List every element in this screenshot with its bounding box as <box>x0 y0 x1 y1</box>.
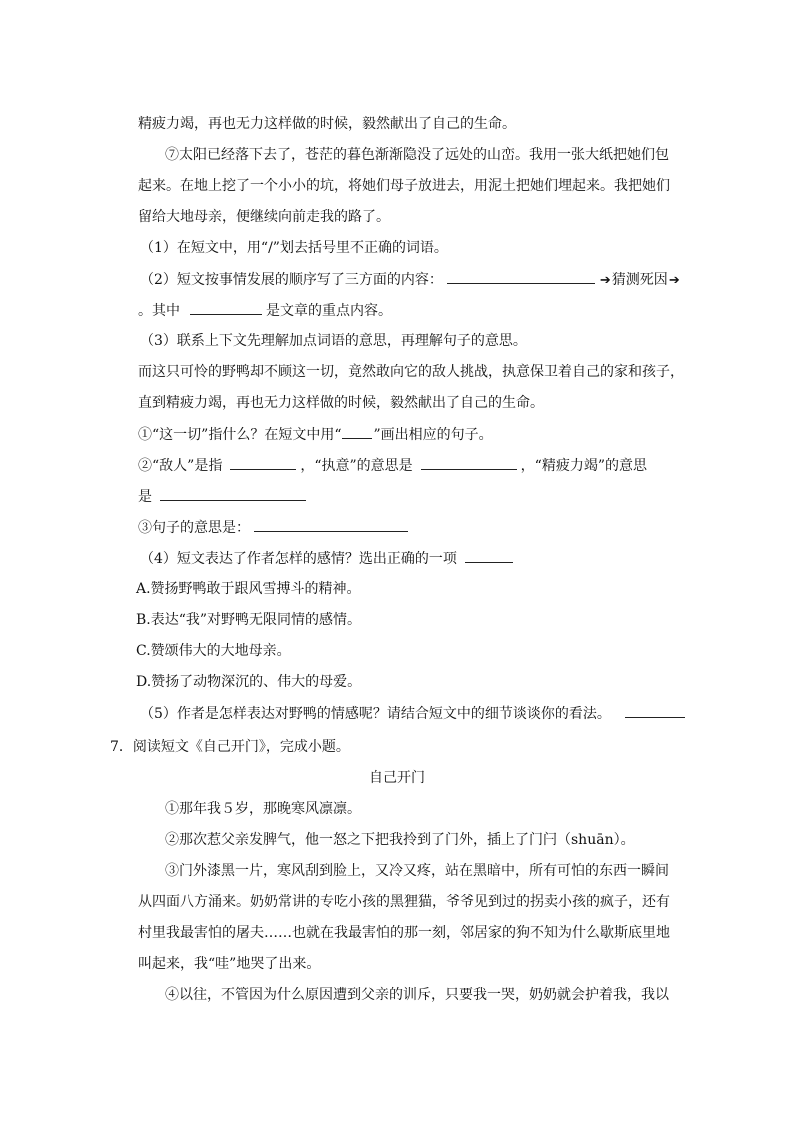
question-7: 7．阅读短文《自己开门》，完成小题。 <box>110 739 350 755</box>
question-2-text: 。其中 <box>138 303 180 319</box>
passage-line: 从四面八方涌来。奶奶常讲的专吃小孩的黑狸猫，爷爷见到过的拐卖小孩的疯子，还有 <box>138 894 670 910</box>
quoted-sentence: 直到精疲力竭，再也无力这样做的时候，毅然献出了自己的生命。 <box>138 395 544 411</box>
question-3-item-1 <box>138 424 493 445</box>
arrow-right-icon: ➔ <box>599 273 611 288</box>
quoted-sentence: 而这只可怜的野鸭却不顾这一切，竟然敢向它的敌人挑战，执意保卫着自己的家和孩子， <box>138 364 684 380</box>
question-3-item-2-cont <box>138 486 310 507</box>
arrow-right-icon: ➔ <box>668 273 680 288</box>
passage-line: 叫起来，我“哇”地哭了出来。 <box>138 956 321 972</box>
item-text: ，“执意”的意思是 <box>300 458 413 474</box>
question-4-text: （4）短文表达了作者怎样的感情？选出正确的一项 <box>140 551 457 567</box>
text-line: 留给大地母亲，便继续向前走我的路了。 <box>138 209 390 225</box>
answer-blank[interactable] <box>160 486 306 501</box>
question-2-text: （2）短文按事情发展的顺序写了三方面的内容： <box>140 272 443 288</box>
item-text: 是 <box>138 489 152 505</box>
text-line: 起来。在地上挖了一个小小的坑，将她们母子放进去，用泥土把她们埋起来。我把她们 <box>138 178 670 194</box>
question-3-item-2 <box>138 455 647 476</box>
question-5-text: （5）作者是怎样表达对野鸭的情感呢？请结合短文中的细节谈谈你的看法。 <box>140 706 611 722</box>
question-2-text: 猜测死因 <box>611 272 668 288</box>
passage-line: 村里我最害怕的屠夫……也就在我最害怕的那一刻，邻居家的狗不知为什么歇斯底里地 <box>138 925 670 941</box>
text-line: 精疲力竭，再也无力这样做的时候，毅然献出了自己的生命。 <box>138 116 516 132</box>
answer-blank[interactable] <box>421 455 517 470</box>
answer-blank[interactable] <box>625 703 685 718</box>
question-3: （3）联系上下文先理解加点词语的意思，再理解句子的意思。 <box>140 333 527 349</box>
item-text: ”画出相应的句子。 <box>373 427 493 443</box>
question-5 <box>140 703 689 724</box>
question-2 <box>140 269 681 291</box>
item-text: ①“这一切”指什么？在短文中用“ <box>138 427 342 443</box>
question-1: （1）在短文中，用“/”划去括号里不正确的词语。 <box>140 240 448 256</box>
option-d: D.赞扬了动物深沉的、伟大的母爱。 <box>136 674 362 690</box>
passage-line: ③门外漆黑一片，寒风刮到脸上，又冷又疼，站在黑暗中，所有可怕的东西一瞬间 <box>165 863 669 879</box>
question-2-text: 是文章的重点内容。 <box>266 303 392 319</box>
question-4 <box>140 548 517 569</box>
item-text: ③句子的意思是： <box>138 520 250 536</box>
answer-blank[interactable] <box>465 548 513 563</box>
text-line: ⑦太阳已经落下去了，苍茫的暮色渐渐隐没了远处的山峦。我用一张大纸把她们包 <box>165 147 669 163</box>
passage-line: ④以往，不管因为什么原因遭到父亲的训斥，只要我一哭，奶奶就会护着我，我以 <box>165 987 669 1003</box>
question-2-cont <box>138 300 392 321</box>
answer-blank[interactable] <box>190 300 262 315</box>
question-3-item-3 <box>138 517 412 538</box>
passage-line: ①那年我５岁，那晚寒风凛凛。 <box>165 801 361 817</box>
passage-title: 自己开门 <box>369 770 425 786</box>
answer-blank[interactable] <box>447 269 595 284</box>
option-c: C.赞颂伟大的大地母亲。 <box>136 643 291 659</box>
passage-line: ②那次惹父亲发脾气，他一怒之下把我拎到了门外，插上了门闩（shuān）。 <box>165 832 635 848</box>
answer-blank[interactable] <box>230 455 296 470</box>
answer-blank[interactable] <box>254 517 408 532</box>
item-text: ②“敌人”是指 <box>138 458 223 474</box>
option-a: A.赞扬野鸭敢于跟风雪搏斗的精神。 <box>136 581 361 597</box>
item-text: ，“精疲力竭”的意思 <box>520 458 647 474</box>
option-b: B.表达“我”对野鸭无限同情的感情。 <box>136 612 362 628</box>
answer-blank <box>342 424 372 439</box>
